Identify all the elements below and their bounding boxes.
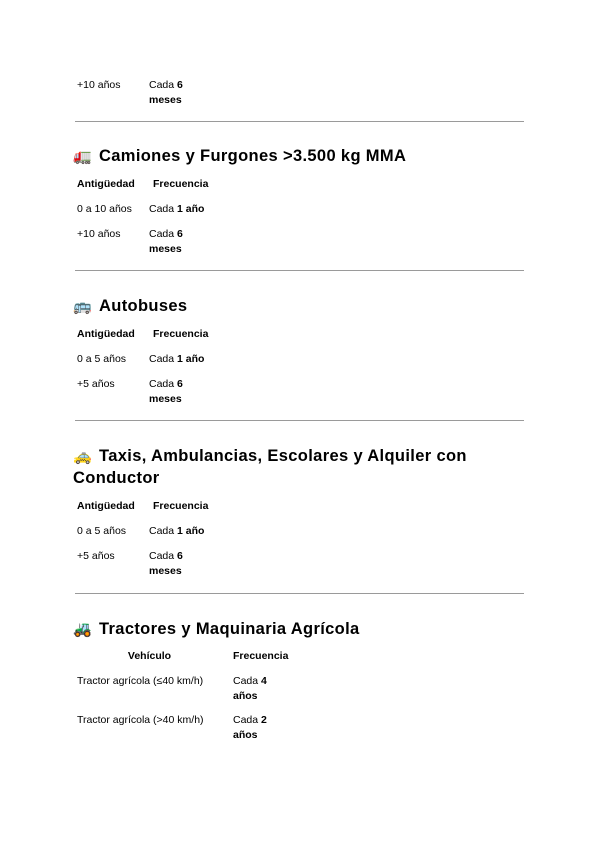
column-header-antiguedad: Antigüedad [77,328,135,340]
table-cell-age: +5 años [77,378,115,390]
table-cell-age: 0 a 5 años [77,353,127,365]
table-cell-age: 0 a 5 años [77,525,127,537]
column-header-antiguedad: Antigüedad [77,500,135,512]
frequency-unit: meses [149,565,182,577]
section-title: Autobuses [99,297,188,315]
frequency-prefix: Cada [233,675,262,687]
table-cell-frequency [149,549,183,579]
section-title: Tractores y Maquinaria Agrícola [99,620,360,638]
bus-icon: 🚌 [73,297,93,315]
section-heading [73,445,525,489]
table-cell-age: +5 años [77,550,115,562]
frequency-prefix: Cada [149,203,178,215]
section-camiones [73,145,525,167]
frequency-number: 1 año [177,353,205,365]
table-cell-frequency [149,78,183,108]
section-heading [73,295,525,317]
divider [75,420,524,421]
frequency-number: 1 año [177,203,205,215]
table-cell-vehicle: Tractor agrícola (>40 km/h) [77,714,204,726]
divider [75,121,524,122]
column-header-frecuencia: Frecuencia [153,500,209,512]
table-cell-age: +10 años [77,228,121,240]
frequency-prefix: Cada [149,79,178,91]
column-header-frecuencia: Frecuencia [233,650,289,662]
column-header-frecuencia: Frecuencia [153,328,209,340]
table-cell-frequency [149,227,183,257]
frequency-number: 6 [177,378,183,390]
column-header-vehiculo: Vehículo [127,650,172,662]
frequency-unit: años [233,729,258,741]
frequency-unit: meses [149,94,182,106]
frequency-unit: meses [149,243,182,255]
frequency-number: 6 [177,550,183,562]
tractor-icon: 🚜 [73,620,93,638]
section-heading [73,145,525,167]
table-cell-frequency [233,713,267,743]
divider [75,593,524,594]
frequency-number: 6 [177,228,183,240]
column-header-frecuencia: Frecuencia [153,178,209,190]
table-cell-age: +10 años [77,79,121,91]
section-tractores [73,618,525,640]
frequency-number: 2 [261,714,267,726]
section-title-line-2: Conductor [73,469,160,487]
divider [75,270,524,271]
frequency-number: 1 año [177,525,205,537]
table-cell-vehicle: Tractor agrícola (≤40 km/h) [77,675,204,687]
table-cell-frequency [149,202,204,217]
frequency-prefix: Cada [149,378,178,390]
table-cell-frequency [149,377,183,407]
frequency-number: 6 [177,79,183,91]
frequency-prefix: Cada [149,550,178,562]
frequency-unit: meses [149,393,182,405]
frequency-prefix: Cada [149,525,178,537]
section-heading [73,618,525,640]
section-taxis [73,445,525,489]
column-header-antiguedad: Antigüedad [77,178,135,190]
section-title: Camiones y Furgones >3.500 kg MMA [99,147,407,165]
table-cell-frequency [233,674,267,704]
table-cell-frequency [149,352,204,367]
frequency-number: 4 [261,675,267,687]
section-title-line-1: Taxis, Ambulancias, Escolares y Alquiler con [99,447,467,465]
taxi-icon: 🚕 [73,447,93,465]
frequency-prefix: Cada [149,353,178,365]
frequency-prefix: Cada [233,714,262,726]
frequency-unit: años [233,690,258,702]
table-cell-frequency [149,524,204,539]
frequency-prefix: Cada [149,228,178,240]
truck-icon: 🚛 [73,147,93,165]
section-autobuses [73,295,525,317]
table-cell-age: 0 a 10 años [77,203,132,215]
